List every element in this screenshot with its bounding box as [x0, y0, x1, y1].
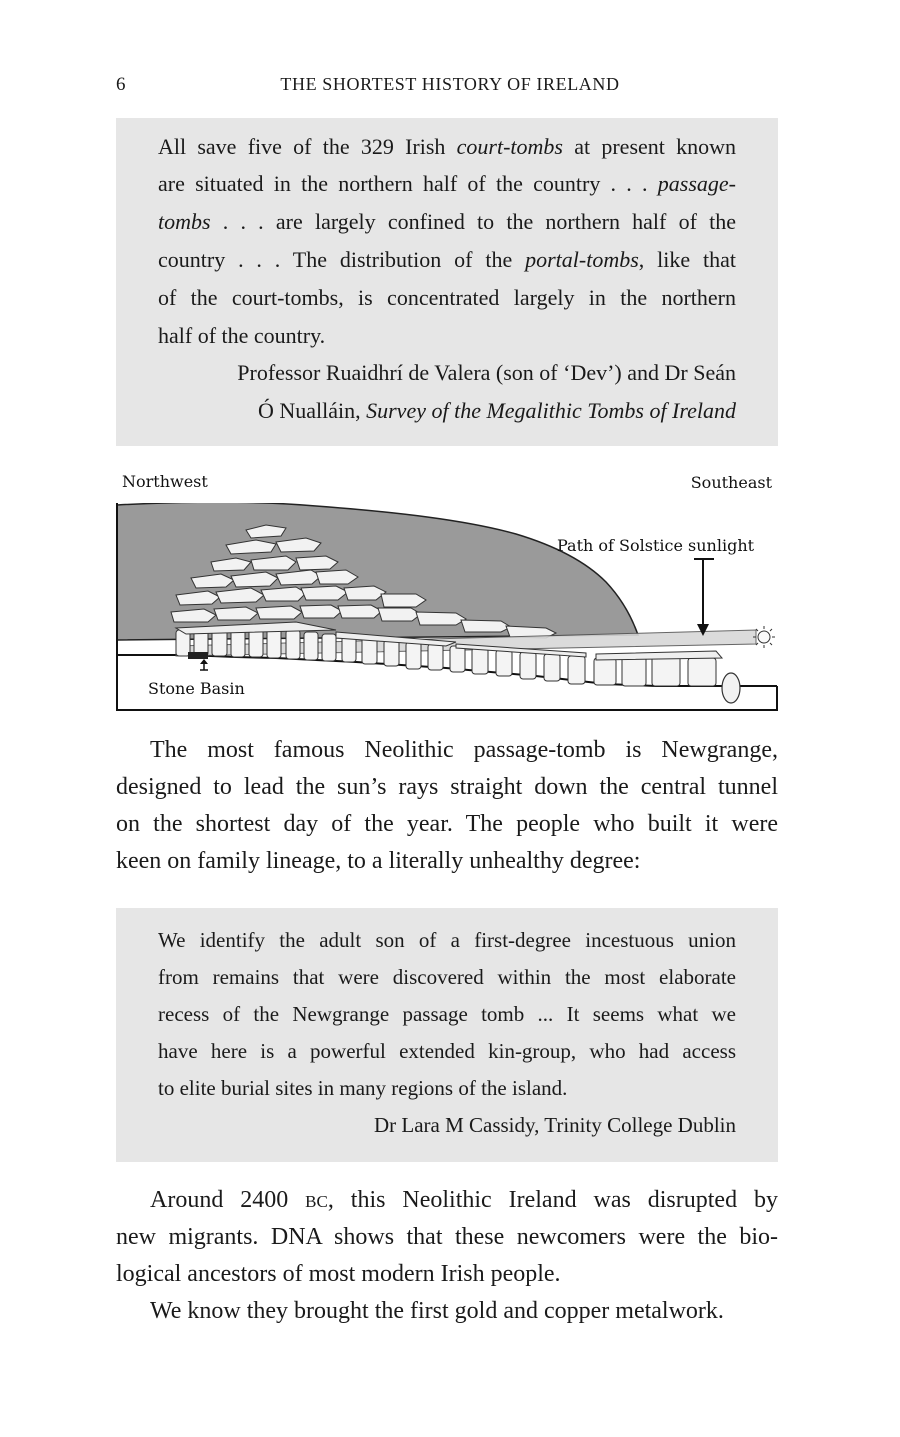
quote-line: from remains that were discovered within the most elaborate: [158, 965, 736, 989]
quote-line: half of the country.: [158, 323, 326, 348]
quote-attribution: Dr Lara M Cassidy, Trinity College Dublin: [373, 1113, 736, 1137]
quote-attribution: Professor Ruaidhrí de Valera (son of ‘Dev’) and Dr Seán: [237, 360, 736, 385]
label-solstice-sunlight: Path of Solstice sunlight: [557, 536, 755, 555]
newgrange-cross-section-figure: [116, 470, 778, 712]
label-northwest: Northwest: [122, 472, 208, 491]
quote-box-newgrange: [116, 908, 778, 1162]
body-line: logical ancestors of most modern Irish people.: [116, 1261, 561, 1287]
quote-line: are situated in the northern half of the country . . . passage-: [158, 171, 736, 196]
body-line: We know they brought the first gold and copper metalwork.: [150, 1298, 724, 1324]
body-line: The most famous Neolithic passage-tomb is Newgrange,: [150, 737, 778, 763]
entrance-stone: [722, 673, 740, 703]
quote-line: tombs . . . are largely confined to the northern half of the: [158, 209, 736, 234]
quote-box-tombs: [116, 118, 778, 446]
quote-line: have here is a powerful extended kin-group, who had access: [158, 1039, 736, 1063]
cross-section-drawing: [116, 470, 778, 712]
quote-line: All save five of the 329 Irish court-tombs at present known: [158, 134, 737, 159]
label-southeast: Southeast: [690, 473, 772, 492]
quote-line: recess of the Newgrange passage tomb ... It seems what we: [158, 1002, 736, 1026]
body-line: on the shortest day of the year. The people who built it were: [116, 811, 778, 837]
stone-basin: [188, 652, 208, 659]
quote-line: We identify the adult son of a first-degree incestuous union: [158, 928, 736, 952]
label-stone-basin: Stone Basin: [148, 679, 245, 698]
body-line: keen on family lineage, to a literally unhealthy degree:: [116, 848, 641, 874]
body-line: new migrants. DNA shows that these newcomers were the bio-: [116, 1224, 778, 1250]
quote-line: country . . . The distribution of the portal-tombs, like that: [158, 247, 736, 272]
running-title: THE SHORTEST HISTORY OF IRELAND: [280, 74, 620, 94]
body-line: designed to lead the sun’s rays straight down the central tunnel: [116, 774, 778, 800]
quote-attribution: Ó Nualláin, Survey of the Megalithic Tombs of Ireland: [257, 398, 736, 423]
body-line: Around 2400 bc, this Neolithic Ireland was disrupted by: [150, 1187, 778, 1213]
page-number: 6: [116, 74, 126, 95]
quote-line: to elite burial sites in many regions of the island.: [158, 1076, 568, 1100]
quote-line: of the court-tombs, is concentrated largely in the northern: [158, 285, 736, 310]
